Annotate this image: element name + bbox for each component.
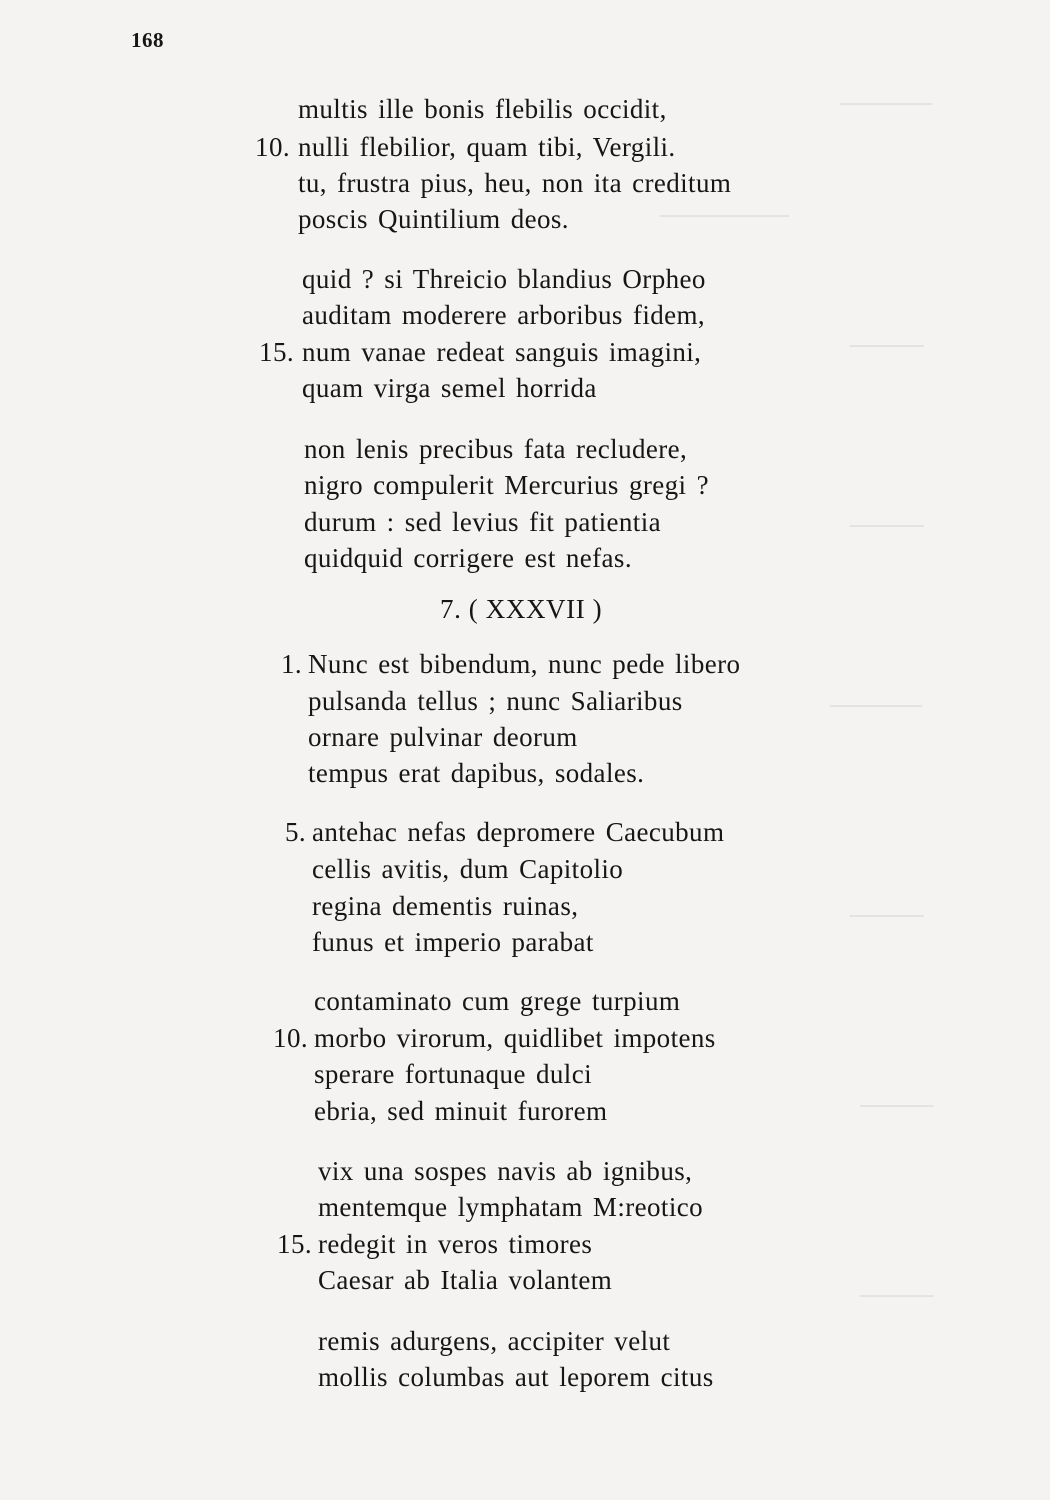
verse-line: funus et imperio parabat — [312, 927, 594, 957]
line-number: 10. — [255, 132, 290, 162]
verse-line: quid ? si Threicio blandius Orpheo — [302, 264, 706, 294]
verse-line: nigro compulerit Mercurius gregi ? — [304, 470, 709, 500]
verse-line: mollis columbas aut leporem citus — [318, 1362, 714, 1392]
line-number: 1. — [280, 649, 302, 679]
verse-line: tempus erat dapibus, sodales. — [308, 758, 645, 788]
book-page: ───── ─────── ──── ──── ───── ──── ──── ──── 168 multis ille bonis flebilis occidit, 10. nulli flebilior, quam tibi, Vergili. tu, frustra pius, heu, non ita creditum poscis Quintilium deos. quid ? si Threicio blandius Orpheo auditam moderere arboribus fidem, 15. num vanae redeat sanguis imagini, quam virga semel horrida non lenis precibus fata recludere, nigro compulerit Mercurius gregi ? durum : sed levius fit patientia quidquid corrigere est nefas. 7. ( XXXVII ) 1. Nunc est bibendum, nunc pede libero pulsanda tellus ; nunc Saliaribus ornare pulvinar deorum tempus erat dapibus, sodales. 5. antehac nefas depromere Caecubum cellis avitis, dum Capitolio regina dementis ruinas, funus et imperio parabat contaminato cum grege turpium 10. morbo virorum, quidlibet impotens sperare fortunaque dulci ebria, sed minuit furorem vix una sospes navis ab ignibus, mentemque lymphatam M:reotico 15. redegit in veros timores Caesar ab Italia volantem remis adurgens, accipiter velut mollis columbas aut leporem citus — [131, 28, 934, 1392]
verse-line: contaminato cum grege turpium — [314, 986, 681, 1016]
verse-line: morbo virorum, quidlibet impotens — [314, 1023, 716, 1053]
verse-line: tu, frustra pius, heu, non ita creditum — [298, 168, 732, 198]
verse-line: non lenis precibus fata recludere, — [304, 434, 688, 464]
verse-line: multis ille bonis flebilis occidit, — [298, 94, 667, 124]
verse-line: sperare fortunaque dulci — [314, 1059, 592, 1089]
verse-line: quidquid corrigere est nefas. — [304, 543, 632, 573]
verse-line: ornare pulvinar deorum — [308, 722, 578, 752]
page-number: 168 — [131, 28, 164, 52]
verse-line: pulsanda tellus ; nunc Saliaribus — [308, 686, 683, 716]
verse-line: durum : sed levius fit patientia — [304, 507, 661, 537]
line-number: 5. — [284, 817, 306, 847]
verse-line: remis adurgens, accipiter velut — [318, 1326, 671, 1356]
verse-line: Nunc est bibendum, nunc pede libero — [308, 649, 741, 679]
line-number: 15. — [277, 1229, 312, 1259]
verse-line: auditam moderere arboribus fidem, — [302, 300, 706, 330]
line-number: 10. — [273, 1023, 308, 1053]
poem-heading: 7. ( XXXVII ) — [440, 594, 603, 624]
verse-line: quam virga semel horrida — [302, 373, 597, 403]
verse-line: vix una sospes navis ab ignibus, — [318, 1156, 693, 1186]
verse-line: regina dementis ruinas, — [312, 891, 579, 921]
verse-line: Caesar ab Italia volantem — [318, 1265, 613, 1295]
verse-line: nulli flebilior, quam tibi, Vergili. — [298, 132, 676, 162]
verse-line: ebria, sed minuit furorem — [314, 1096, 608, 1126]
verse-line: mentemque lymphatam M:reotico — [318, 1192, 704, 1222]
verse-line: antehac nefas depromere Caecubum — [312, 817, 725, 847]
verse-line: num vanae redeat sanguis imagini, — [302, 337, 702, 367]
verse-line: poscis Quintilium deos. — [298, 204, 569, 234]
verse-line: redegit in veros timores — [318, 1229, 593, 1259]
line-number: 15. — [259, 337, 294, 367]
verse-line: cellis avitis, dum Capitolio — [312, 854, 624, 884]
